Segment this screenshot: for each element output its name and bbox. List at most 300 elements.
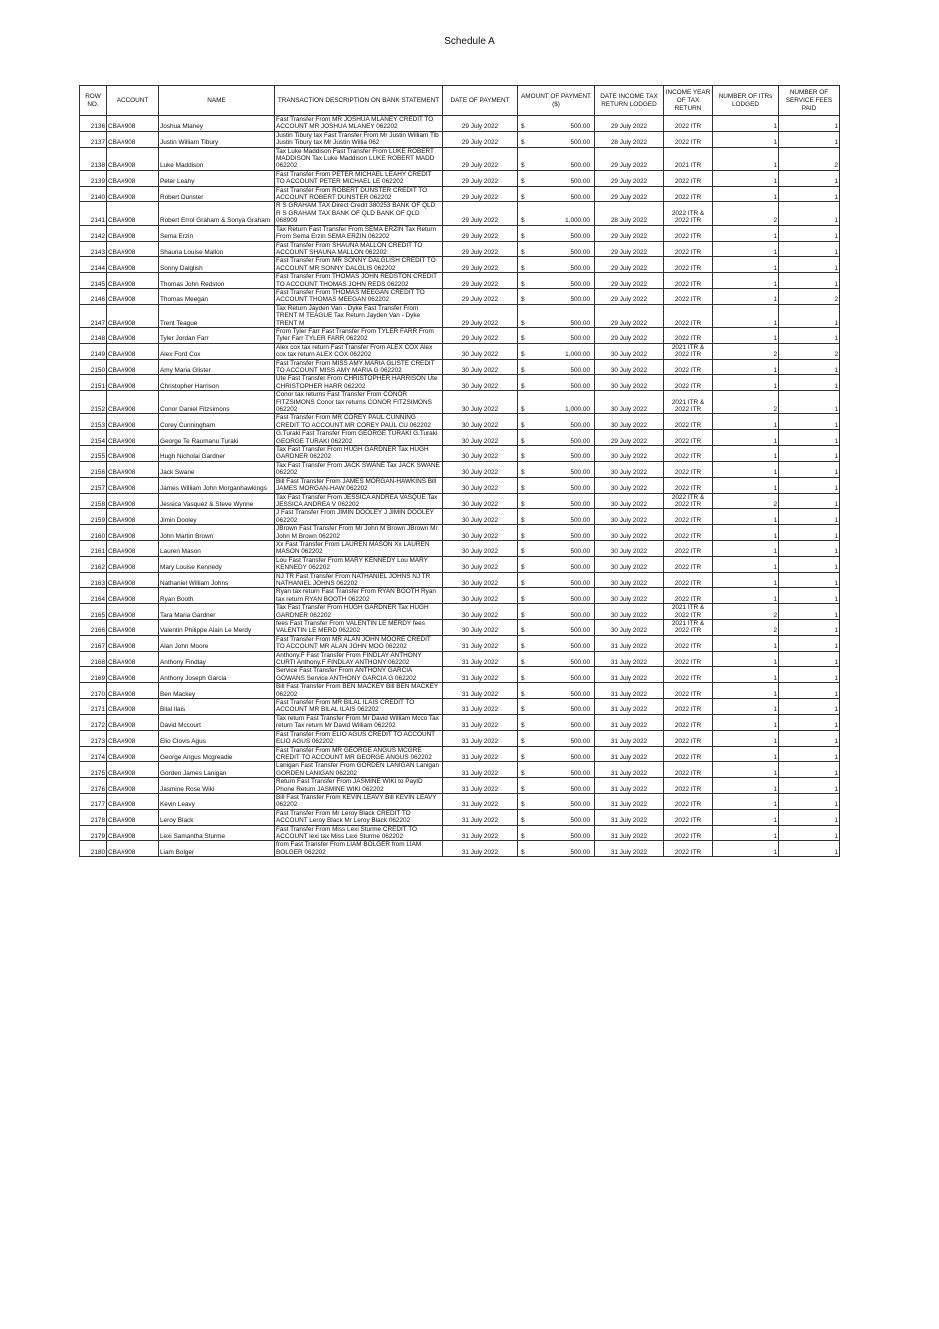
cell-row-no: 2172 (80, 714, 107, 730)
cell-date-of-payment: 29 July 2022 (443, 288, 518, 304)
schedule-table (79, 85, 840, 857)
cell-service-fees: 1 (779, 635, 840, 651)
cell-row-no: 2177 (80, 793, 107, 809)
cell-itrs-lodged: 1 (713, 556, 779, 572)
cell-account: CBA#908 (107, 186, 159, 202)
cell-itrs-lodged: 1 (713, 375, 779, 391)
cell-date-of-payment: 31 July 2022 (443, 730, 518, 746)
currency-symbol: $ (521, 595, 525, 603)
header-amount: AMOUNT OF PAYMENT ($) (518, 86, 595, 116)
cell-itrs-lodged: 1 (713, 116, 779, 132)
amount-value: 500.00 (570, 769, 590, 777)
cell-date-of-payment: 31 July 2022 (443, 841, 518, 857)
currency-symbol: $ (521, 722, 525, 730)
cell-service-fees: 1 (779, 651, 840, 667)
cell-income-year: 2022 ITR (664, 477, 713, 493)
amount-value: 500.00 (570, 280, 590, 288)
amount-value: 1,000.00 (565, 217, 590, 225)
table-row (80, 509, 840, 525)
cell-name: Thomas Meegan (159, 288, 275, 304)
amount-value: 500.00 (570, 194, 590, 202)
cell-account: CBA#908 (107, 131, 159, 147)
amount-value: 500.00 (570, 382, 590, 390)
cell-income-year: 2022 ITR (664, 414, 713, 430)
cell-itrs-lodged: 1 (713, 147, 779, 170)
cell-amount (518, 477, 595, 493)
cell-name: George Angus Mcgreadie (159, 746, 275, 762)
currency-symbol: $ (521, 162, 525, 170)
table-row (80, 604, 840, 620)
cell-description: Tax return Fast Transfer From Mr David William Mcco Tax return Tax return Mr David William 062202 (275, 714, 443, 730)
cell-service-fees: 1 (779, 699, 840, 715)
cell-itrs-lodged: 1 (713, 288, 779, 304)
cell-amount (518, 343, 595, 359)
cell-itrs-lodged: 1 (713, 588, 779, 604)
cell-income-year: 2022 ITR (664, 304, 713, 327)
cell-amount (518, 699, 595, 715)
cell-account: CBA#908 (107, 147, 159, 170)
cell-income-year: 2022 ITR (664, 841, 713, 857)
cell-description: Fast Transfer From PETER MICHAEL LEAHY CREDIT TO ACCOUNT PETER MICHAEL LE 062202 (275, 170, 443, 186)
cell-date-lodged: 31 July 2022 (595, 651, 664, 667)
cell-itrs-lodged: 1 (713, 635, 779, 651)
cell-itrs-lodged: 1 (713, 683, 779, 699)
cell-date-lodged: 30 July 2022 (595, 525, 664, 541)
cell-amount (518, 683, 595, 699)
cell-date-of-payment: 30 July 2022 (443, 446, 518, 462)
currency-symbol: $ (521, 233, 525, 241)
cell-name: Alex Ford Cox (159, 343, 275, 359)
currency-symbol: $ (521, 319, 525, 327)
cell-service-fees: 1 (779, 604, 840, 620)
cell-date-lodged: 30 July 2022 (595, 343, 664, 359)
cell-row-no: 2161 (80, 540, 107, 556)
currency-symbol: $ (521, 659, 525, 667)
cell-income-year: 2022 ITR & 2022 ITR (664, 202, 713, 225)
cell-name: Lexi Samantha Sturme (159, 825, 275, 841)
cell-row-no: 2174 (80, 746, 107, 762)
cell-service-fees: 1 (779, 809, 840, 825)
cell-service-fees: 1 (779, 525, 840, 541)
cell-date-of-payment: 30 July 2022 (443, 556, 518, 572)
cell-itrs-lodged: 1 (713, 572, 779, 588)
cell-name: Tyler Jordan Farr (159, 327, 275, 343)
cell-date-lodged: 29 July 2022 (595, 430, 664, 446)
cell-service-fees: 1 (779, 841, 840, 857)
cell-amount (518, 304, 595, 327)
cell-service-fees: 1 (779, 170, 840, 186)
cell-date-lodged: 30 July 2022 (595, 604, 664, 620)
cell-date-lodged: 31 July 2022 (595, 841, 664, 857)
cell-row-no: 2151 (80, 375, 107, 391)
cell-description: Alex cox tax return Fast Transfer From ALEX COX Alex cox tax return ALEX COX 062202 (275, 343, 443, 359)
cell-date-lodged: 30 July 2022 (595, 359, 664, 375)
cell-service-fees: 1 (779, 556, 840, 572)
cell-date-lodged: 29 July 2022 (595, 225, 664, 241)
cell-amount (518, 793, 595, 809)
cell-account: CBA#908 (107, 446, 159, 462)
currency-symbol: $ (521, 753, 525, 761)
cell-date-of-payment: 30 July 2022 (443, 477, 518, 493)
cell-date-lodged: 31 July 2022 (595, 793, 664, 809)
cell-itrs-lodged: 1 (713, 825, 779, 841)
cell-account: CBA#908 (107, 343, 159, 359)
cell-description: Fast Transfer From MISS AMY MARIA GLISTE CREDIT TO ACCOUNT MISS AMY MARIA G 062202 (275, 359, 443, 375)
cell-date-lodged: 30 July 2022 (595, 375, 664, 391)
cell-name: Valentin Philippe Alain Le Merdy (159, 620, 275, 636)
cell-date-of-payment: 31 July 2022 (443, 699, 518, 715)
cell-account: CBA#908 (107, 414, 159, 430)
amount-value: 500.00 (570, 453, 590, 461)
cell-itrs-lodged: 1 (713, 525, 779, 541)
cell-account: CBA#908 (107, 620, 159, 636)
amount-value: 500.00 (570, 500, 590, 508)
cell-name: Anthony Findlay (159, 651, 275, 667)
cell-itrs-lodged: 1 (713, 186, 779, 202)
table-row (80, 588, 840, 604)
cell-row-no: 2170 (80, 683, 107, 699)
currency-symbol: $ (521, 674, 525, 682)
cell-description: Xx Fast Transfer From LAUREN MASON Xx LAUREN MASON 062202 (275, 540, 443, 556)
cell-itrs-lodged: 1 (713, 793, 779, 809)
cell-service-fees: 1 (779, 414, 840, 430)
cell-income-year: 2022 ITR (664, 430, 713, 446)
table-row (80, 446, 840, 462)
currency-symbol: $ (521, 264, 525, 272)
header-date-of-payment: DATE OF PAYMENT (443, 86, 518, 116)
cell-name: Corey Cunningham (159, 414, 275, 430)
table-row (80, 241, 840, 257)
cell-description: Fast Transfer From MR SONNY DALGLISH CREDIT TO ACCOUNT MR SONNY DALGLIS 062202 (275, 257, 443, 273)
cell-account: CBA#908 (107, 359, 159, 375)
amount-value: 1,000.00 (565, 351, 590, 359)
table-row (80, 762, 840, 778)
cell-amount (518, 620, 595, 636)
cell-row-no: 2152 (80, 391, 107, 414)
cell-date-lodged: 31 July 2022 (595, 825, 664, 841)
amount-value: 500.00 (570, 548, 590, 556)
amount-value: 500.00 (570, 139, 590, 147)
cell-name: Jasmine Rose Wiki (159, 778, 275, 794)
cell-income-year: 2022 ITR (664, 793, 713, 809)
cell-itrs-lodged: 1 (713, 651, 779, 667)
cell-date-of-payment: 29 July 2022 (443, 147, 518, 170)
cell-date-lodged: 30 July 2022 (595, 588, 664, 604)
cell-description: G.Turaki Fast Transfer From GEORGE TURAKI G.Turaki GEORGE TURAKI 062202 (275, 430, 443, 446)
cell-amount (518, 147, 595, 170)
currency-symbol: $ (521, 194, 525, 202)
table-row (80, 288, 840, 304)
cell-description: Tax Fast Transfer From HUGH GARDNER Tax HUGH GARDNER 062202 (275, 604, 443, 620)
amount-value: 500.00 (570, 643, 590, 651)
cell-row-no: 2165 (80, 604, 107, 620)
table-row (80, 699, 840, 715)
cell-amount (518, 375, 595, 391)
amount-value: 500.00 (570, 178, 590, 186)
cell-date-of-payment: 29 July 2022 (443, 225, 518, 241)
cell-account: CBA#908 (107, 540, 159, 556)
cell-amount (518, 131, 595, 147)
table-row (80, 477, 840, 493)
cell-name: Alan John Moore (159, 635, 275, 651)
table-row (80, 414, 840, 430)
cell-description: Tax Return Fast Transfer From SEMA ERZIN Tax Return From Sema Erzin SEMA ERZIN 062202 (275, 225, 443, 241)
cell-description: Bill Fast Transfer From JAMES MORGAN-HAWKINS Bill JAMES MORGAN-HAW 062202 (275, 477, 443, 493)
cell-row-no: 2166 (80, 620, 107, 636)
cell-row-no: 2158 (80, 493, 107, 509)
cell-description: J Fast Transfer From JIMIN DOOLEY J JIMIN DOOLEY 062202 (275, 509, 443, 525)
cell-date-of-payment: 30 July 2022 (443, 525, 518, 541)
currency-symbol: $ (521, 382, 525, 390)
cell-description: From Tyler Farr Fast Transfer From TYLER FARR From Tyler Farr TYLER FARR 062202 (275, 327, 443, 343)
cell-account: CBA#908 (107, 202, 159, 225)
cell-date-of-payment: 29 July 2022 (443, 186, 518, 202)
cell-date-lodged: 30 July 2022 (595, 620, 664, 636)
header-name: NAME (159, 86, 275, 116)
cell-row-no: 2169 (80, 667, 107, 683)
cell-income-year: 2022 ITR (664, 825, 713, 841)
currency-symbol: $ (521, 611, 525, 619)
cell-itrs-lodged: 1 (713, 414, 779, 430)
table-row (80, 714, 840, 730)
cell-itrs-lodged: 1 (713, 131, 779, 147)
cell-row-no: 2149 (80, 343, 107, 359)
cell-name: Joshua Mlaney (159, 116, 275, 132)
cell-itrs-lodged: 1 (713, 359, 779, 375)
amount-value: 500.00 (570, 296, 590, 304)
cell-name: Sonny Dalglish (159, 257, 275, 273)
cell-itrs-lodged: 2 (713, 202, 779, 225)
cell-description: Service Fast Transfer From ANTHONY GARCIA GOWANS Service ANTHONY GARCIA G 062202 (275, 667, 443, 683)
cell-service-fees: 1 (779, 116, 840, 132)
cell-row-no: 2137 (80, 131, 107, 147)
cell-itrs-lodged: 2 (713, 391, 779, 414)
cell-date-lodged: 30 July 2022 (595, 509, 664, 525)
cell-income-year: 2021 ITR (664, 147, 713, 170)
cell-name: Nathaniel William Johns (159, 572, 275, 588)
cell-income-year: 2022 ITR (664, 809, 713, 825)
cell-name: Kevin Leavy (159, 793, 275, 809)
cell-income-year: 2022 ITR (664, 683, 713, 699)
cell-description: Conor tax returns Fast Transfer From CONOR FITZSIMONS Conor tax returns CONOR FITZSIMONS 062202 (275, 391, 443, 414)
cell-income-year: 2022 ITR (664, 762, 713, 778)
table-row (80, 430, 840, 446)
cell-income-year: 2022 ITR (664, 525, 713, 541)
cell-row-no: 2171 (80, 699, 107, 715)
cell-account: CBA#908 (107, 288, 159, 304)
cell-name: Amy Maria Glister (159, 359, 275, 375)
cell-description: Bill Fast Transfer From KEVIN LEAVY Bill KEVIN LEAVY 062202 (275, 793, 443, 809)
cell-description: Fast Transfer From MR BILAL ILAIS CREDIT TO ACCOUNT MR BILAL ILAIS 062202 (275, 699, 443, 715)
table-row (80, 375, 840, 391)
cell-description: Ute Fast Transfer From CHRISTOPHER HARRISON Ute CHRISTOPHER HARR 062202 (275, 375, 443, 391)
cell-date-of-payment: 30 July 2022 (443, 461, 518, 477)
cell-name: Jimin Dooley (159, 509, 275, 525)
cell-amount (518, 327, 595, 343)
amount-value: 500.00 (570, 595, 590, 603)
currency-symbol: $ (521, 217, 525, 225)
cell-row-no: 2145 (80, 273, 107, 289)
cell-name: Jessica Vasquez & Steve Wynne (159, 493, 275, 509)
cell-amount (518, 359, 595, 375)
cell-income-year: 2022 ITR (664, 699, 713, 715)
header-service-fees: NUMBER OF SERVICE FEES PAID (779, 86, 840, 116)
cell-row-no: 2179 (80, 825, 107, 841)
cell-name: Anthony Joseph Garcia (159, 667, 275, 683)
cell-description: Fast Transfer From ELIO AGUS CREDIT TO ACCOUNT ELIO AGUS 062202 (275, 730, 443, 746)
cell-name: David Mccourt (159, 714, 275, 730)
cell-date-of-payment: 31 July 2022 (443, 667, 518, 683)
cell-date-of-payment: 29 July 2022 (443, 327, 518, 343)
cell-service-fees: 2 (779, 147, 840, 170)
currency-symbol: $ (521, 280, 525, 288)
cell-income-year: 2022 ITR (664, 327, 713, 343)
cell-service-fees: 1 (779, 391, 840, 414)
cell-amount (518, 651, 595, 667)
cell-service-fees: 1 (779, 714, 840, 730)
cell-amount (518, 414, 595, 430)
cell-date-lodged: 29 July 2022 (595, 116, 664, 132)
cell-description: Tax Fast Transfer From HUGH GARDNER Tax HUGH GARDNER 062202 (275, 446, 443, 462)
cell-row-no: 2141 (80, 202, 107, 225)
table-row (80, 620, 840, 636)
cell-date-of-payment: 30 July 2022 (443, 343, 518, 359)
cell-itrs-lodged: 1 (713, 241, 779, 257)
cell-row-no: 2164 (80, 588, 107, 604)
cell-service-fees: 1 (779, 762, 840, 778)
cell-income-year: 2022 ITR (664, 446, 713, 462)
cell-date-of-payment: 29 July 2022 (443, 116, 518, 132)
cell-service-fees: 1 (779, 304, 840, 327)
cell-account: CBA#908 (107, 509, 159, 525)
cell-service-fees: 1 (779, 588, 840, 604)
cell-row-no: 2142 (80, 225, 107, 241)
currency-symbol: $ (521, 579, 525, 587)
cell-service-fees: 1 (779, 446, 840, 462)
amount-value: 500.00 (570, 801, 590, 809)
cell-account: CBA#908 (107, 841, 159, 857)
cell-account: CBA#908 (107, 375, 159, 391)
cell-row-no: 2147 (80, 304, 107, 327)
amount-value: 500.00 (570, 722, 590, 730)
cell-date-of-payment: 31 July 2022 (443, 746, 518, 762)
cell-date-of-payment: 31 July 2022 (443, 683, 518, 699)
cell-name: Ben Mackey (159, 683, 275, 699)
amount-value: 500.00 (570, 367, 590, 374)
cell-date-lodged: 29 July 2022 (595, 288, 664, 304)
cell-row-no: 2139 (80, 170, 107, 186)
cell-description: Tax Fast Transfer From JACK SWANE Tax JACK SWANE 062202 (275, 461, 443, 477)
cell-name: Thomas John Redston (159, 273, 275, 289)
cell-description: Ryan tax return Fast Transfer From RYAN BOOTH Ryan tax return RYAN BOOTH 062202 (275, 588, 443, 604)
cell-itrs-lodged: 1 (713, 430, 779, 446)
amount-value: 500.00 (570, 817, 590, 825)
cell-service-fees: 1 (779, 572, 840, 588)
currency-symbol: $ (521, 690, 525, 698)
cell-name: George Te Raumanu Turaki (159, 430, 275, 446)
cell-amount (518, 572, 595, 588)
amount-value: 500.00 (570, 579, 590, 587)
cell-description: Tax Fast Transfer From JESSICA ANDREA VASQUE Tax JESSICA ANDREA V 062202 (275, 493, 443, 509)
header-transaction-description: TRANSACTION DESCRIPTION ON BANK STATEMENT (275, 86, 443, 116)
cell-amount (518, 762, 595, 778)
cell-description: Fast Transfer From MR GEORGE ANGUS MCGRE CREDIT TO ACCOUNT MR GEORGE ANGUS 062202 (275, 746, 443, 762)
cell-income-year: 2022 ITR (664, 509, 713, 525)
cell-description: Justin Tibury tax Fast Transfer From Mr Justin William Tib Justin Tibury tax Mr Justin Willia 062 (275, 131, 443, 147)
cell-date-of-payment: 31 July 2022 (443, 714, 518, 730)
cell-date-of-payment: 30 July 2022 (443, 588, 518, 604)
header-row-no: ROW NO. (80, 86, 107, 116)
cell-name: Jack Swane (159, 461, 275, 477)
cell-description: Fast Transfer From THOMAS JOHN REDSTON CREDIT TO ACCOUNT THOMAS JOHN REDS 062202 (275, 273, 443, 289)
cell-date-lodged: 30 July 2022 (595, 461, 664, 477)
cell-service-fees: 1 (779, 793, 840, 809)
cell-amount (518, 446, 595, 462)
cell-account: CBA#908 (107, 493, 159, 509)
table-header (80, 86, 840, 116)
table-row (80, 572, 840, 588)
table-row (80, 304, 840, 327)
cell-date-lodged: 29 July 2022 (595, 327, 664, 343)
cell-account: CBA#908 (107, 430, 159, 446)
cell-date-lodged: 31 July 2022 (595, 683, 664, 699)
cell-date-lodged: 31 July 2022 (595, 667, 664, 683)
cell-service-fees: 1 (779, 730, 840, 746)
cell-amount (518, 604, 595, 620)
currency-symbol: $ (521, 785, 525, 793)
cell-account: CBA#908 (107, 391, 159, 414)
cell-date-lodged: 30 July 2022 (595, 556, 664, 572)
cell-description: Anthony.F Fast Transfer From FINDLAY ANTHONY CURTI Anthony.F FINDLAY ANTHONY 062202 (275, 651, 443, 667)
cell-income-year: 2022 ITR (664, 461, 713, 477)
cell-itrs-lodged: 1 (713, 446, 779, 462)
amount-value: 500.00 (570, 848, 590, 856)
cell-service-fees: 1 (779, 131, 840, 147)
cell-account: CBA#908 (107, 477, 159, 493)
cell-amount (518, 841, 595, 857)
cell-income-year: 2022 ITR (664, 375, 713, 391)
cell-name: Trent Teague (159, 304, 275, 327)
cell-service-fees: 1 (779, 241, 840, 257)
cell-account: CBA#908 (107, 525, 159, 541)
table-row (80, 556, 840, 572)
cell-account: CBA#908 (107, 746, 159, 762)
table-row (80, 257, 840, 273)
cell-date-of-payment: 30 July 2022 (443, 359, 518, 375)
cell-service-fees: 1 (779, 430, 840, 446)
cell-account: CBA#908 (107, 556, 159, 572)
cell-row-no: 2173 (80, 730, 107, 746)
cell-itrs-lodged: 1 (713, 809, 779, 825)
cell-amount (518, 635, 595, 651)
cell-date-of-payment: 30 July 2022 (443, 375, 518, 391)
cell-date-of-payment: 31 July 2022 (443, 793, 518, 809)
cell-income-year: 2022 ITR (664, 540, 713, 556)
cell-itrs-lodged: 1 (713, 762, 779, 778)
cell-date-of-payment: 31 July 2022 (443, 778, 518, 794)
cell-date-of-payment: 30 July 2022 (443, 572, 518, 588)
cell-account: CBA#908 (107, 572, 159, 588)
cell-date-lodged: 30 July 2022 (595, 391, 664, 414)
cell-date-of-payment: 31 July 2022 (443, 825, 518, 841)
cell-name: Christopher Harrison (159, 375, 275, 391)
currency-symbol: $ (521, 123, 525, 131)
cell-income-year: 2021 ITR & 2022 ITR (664, 343, 713, 359)
table-row (80, 841, 840, 857)
cell-name: Sema Erzin (159, 225, 275, 241)
cell-name: John Martin Brown (159, 525, 275, 541)
cell-service-fees: 1 (779, 825, 840, 841)
